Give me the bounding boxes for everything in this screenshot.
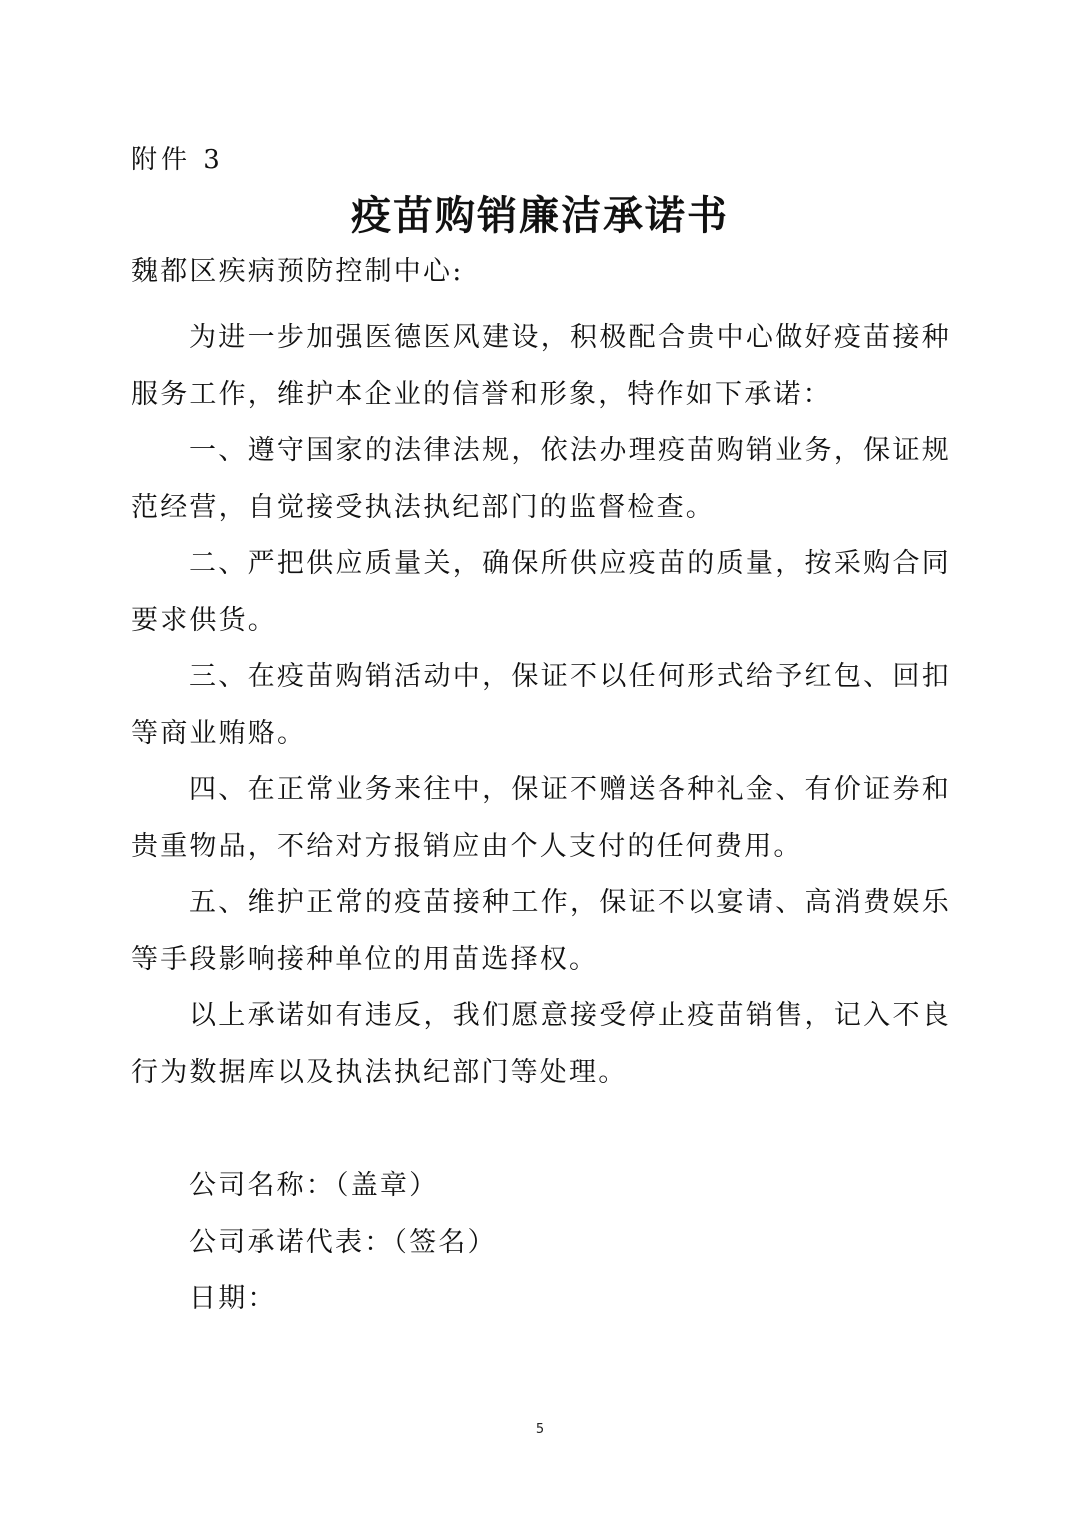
representative-line: 公司承诺代表：（签名） [189, 1226, 497, 1258]
date-line: 日期： [189, 1283, 277, 1314]
commitment-paragraph-1: 一、遵守国家的法律法规，依法办理疫苗购销业务，保证规范经营，自觉接受执法执纪部门的监督检查。 [131, 435, 951, 523]
closing-paragraph: 以上承诺如有违反，我们愿意接受停止疫苗销售，记入不良行为数据库以及执法执纪部门等处理。 [131, 1000, 951, 1088]
commitment-paragraph-3: 三、在疫苗购销活动中，保证不以任何形式给予红包、回扣等商业贿赂。 [131, 661, 951, 749]
page-number: 5 [535, 1422, 545, 1437]
attachment-label: 附件 3 [131, 145, 224, 175]
company-name-line: 公司名称：（盖章） [189, 1170, 439, 1201]
signature-block [189, 1158, 497, 1328]
commitment-paragraph-4: 四、在正常业务来往中，保证不赠送各种礼金、有价证券和贵重物品，不给对方报销应由个人支付的任何费用。 [131, 774, 951, 862]
commitment-paragraph-2: 二、严把供应质量关，确保所供应疫苗的质量，按采购合同要求供货。 [131, 548, 951, 636]
document-title: 疫苗购销廉洁承诺书 [351, 192, 729, 239]
document-body [131, 310, 951, 1101]
addressee: 魏都区疾病预防控制中心: [131, 256, 464, 287]
intro-paragraph: 为进一步加强医德医风建设，积极配合贵中心做好疫苗接种服务工作，维护本企业的信誉和形象，特作如下承诺： [131, 322, 951, 410]
commitment-paragraph-5: 五、维护正常的疫苗接种工作，保证不以宴请、高消费娱乐等手段影响接种单位的用苗选择权。 [131, 887, 951, 975]
